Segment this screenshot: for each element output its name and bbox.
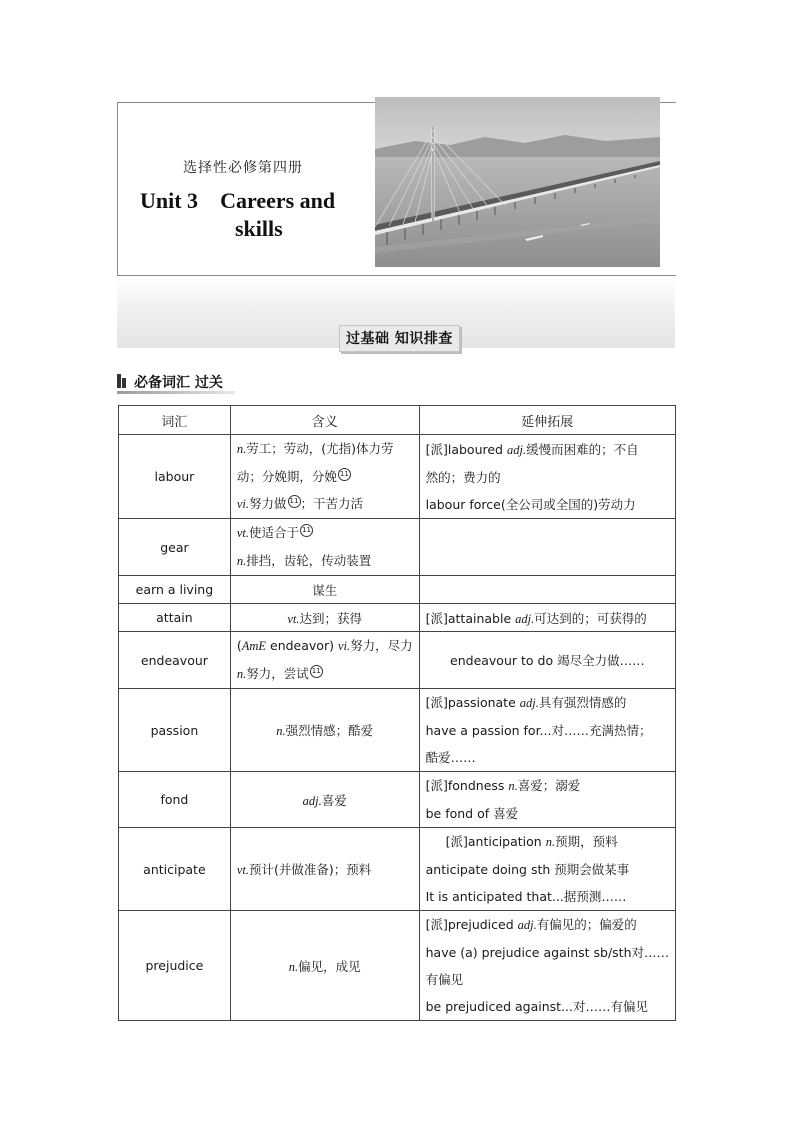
ext-text: have (a) prejudice against sb/sth对…… [425,945,669,960]
word-cell: fond [119,772,231,828]
meaning-text: 预计(并做准备)；预料 [248,862,372,877]
pos-label: n. [508,779,518,793]
header-word: 词汇 [119,406,231,435]
pos-label: vi. [236,497,249,511]
unit-title [140,187,370,243]
gaokao-mark-icon: 11 [288,495,301,508]
extension-cell: endeavour to do 竭尽全力做…… [419,632,675,689]
extension-cell [419,772,675,828]
ext-text: [派]prejudiced [425,917,518,932]
ext-text: anticipate doing sth 预期会做某事 [425,862,630,877]
pos-label: vt. [236,863,249,877]
meaning-text: 劳工；劳动，(尤指)体力劳 [246,441,394,456]
pos-label: adj. [302,793,322,808]
ext-text: 预期，预料 [555,834,618,849]
section-title: 必备词汇 过关 [134,375,223,391]
meaning-text: 强烈情感；酷爱 [285,723,374,738]
meaning-cell: 谋生 [230,576,419,604]
table-row [119,604,676,632]
extension-cell [419,828,675,911]
meaning-cell [230,604,419,632]
ext-text: labour force(全公司或全国的)劳动力 [425,496,636,512]
word-cell: passion [119,689,231,772]
ext-text: [派]laboured [425,441,507,457]
section-marker-icon [117,374,128,388]
meaning-text: 努力，尝试 [246,666,309,681]
meaning-text: 努力，尽力 [350,638,413,653]
pos-label: adj. [517,918,537,932]
meaning-cell [230,828,419,911]
pos-label: n. [288,959,299,974]
vocabulary-table [118,405,676,1021]
pos-label: n. [236,442,247,456]
table-row [119,772,676,828]
word-cell: attain [119,604,231,632]
ext-text: [派]anticipation [445,834,546,849]
meaning-cell [230,911,419,1021]
meaning-text: 达到；获得 [299,610,363,626]
bridge-photo [375,97,660,267]
ext-text: be prejudiced against...对……有偏见 [425,999,648,1014]
bridge-photo-image [375,97,660,267]
pos-label: adj. [519,696,539,710]
meaning-cell [230,772,419,828]
meaning-cell [230,519,419,576]
ext-text: 有偏见的；偏爱的 [536,917,637,932]
word-cell: earn a living [119,576,231,604]
word-cell: anticipate [119,828,231,911]
ext-text: 缓慢而困难的；不自 [526,441,639,457]
pos-label: vi. [337,639,351,653]
table-row [119,828,676,911]
ext-text: It is anticipated that...据预测…… [425,889,627,904]
pos-label: n. [545,835,556,849]
unit-header [117,102,676,276]
pos-label: n. [236,667,247,681]
meaning-text: ( [236,638,242,653]
table-row [119,435,676,519]
pos-label: AmE [241,639,267,653]
header-meaning: 含义 [230,406,419,435]
gaokao-mark-icon: 11 [310,665,323,678]
pos-label: vt. [236,526,249,540]
table-row [119,689,676,772]
gaokao-mark-icon: 11 [300,524,313,537]
ext-text: be fond of 喜爱 [425,806,519,821]
meaning-text: 努力做 [248,496,287,511]
word-cell: prejudice [119,911,231,1021]
table-row [119,911,676,1021]
extension-cell [419,435,675,519]
section-banner: 过基础 知识排查 [339,325,460,352]
table-header-row [119,406,676,435]
meaning-cell [230,435,419,519]
meaning-text: 偏见，成见 [298,958,361,974]
pos-label: vt. [287,611,300,626]
meaning-cell [230,632,419,689]
unit-title-line2: skills [235,216,283,241]
ext-text: [派]passionate [425,695,520,710]
word-cell: endeavour [119,632,231,689]
ext-text: [派]fondness [425,778,509,793]
extension-cell [419,519,675,576]
meaning-text: 动；分娩期，分娩 [236,469,337,484]
ext-text: 可达到的；可获得的 [534,610,647,626]
extension-cell [419,604,675,632]
word-cell: gear [119,519,231,576]
meaning-text: 排挡，齿轮，传动装置 [246,553,372,568]
section-band [117,276,675,348]
table-row [119,519,676,576]
header-extension: 延伸拓展 [419,406,675,435]
unit-title-line1: Careers and [220,188,336,213]
word-cell: labour [119,435,231,519]
unit-number: Unit 3 [140,188,199,213]
pos-label: n. [236,554,247,568]
table-row [119,632,676,689]
ext-text: 酷爱…… [425,750,476,765]
ext-text: 有偏见 [425,972,464,987]
meaning-text: ；干苦力活 [300,496,364,511]
meaning-cell [230,689,419,772]
extension-cell [419,689,675,772]
pos-label: adj. [515,611,535,626]
ext-text: [派]attainable [425,610,516,626]
meaning-text: 使适合于 [248,525,299,540]
pos-label: adj. [506,442,527,457]
ext-text: have a passion for...对……充满热情； [425,723,652,738]
meaning-text: endeavor) [266,638,338,653]
gaokao-mark-icon: 11 [338,468,351,481]
meaning-text: 喜爱 [321,792,347,808]
pos-label: n. [276,724,286,738]
ext-text: 喜爱；溺爱 [517,778,581,793]
table-row [119,576,676,604]
extension-cell [419,576,675,604]
ext-text: 然的；费力的 [425,469,501,485]
book-subtitle: 选择性必修第四册 [183,160,303,176]
section-underline [117,391,235,394]
extension-cell [419,911,675,1021]
ext-text: 具有强烈情感的 [538,695,627,710]
